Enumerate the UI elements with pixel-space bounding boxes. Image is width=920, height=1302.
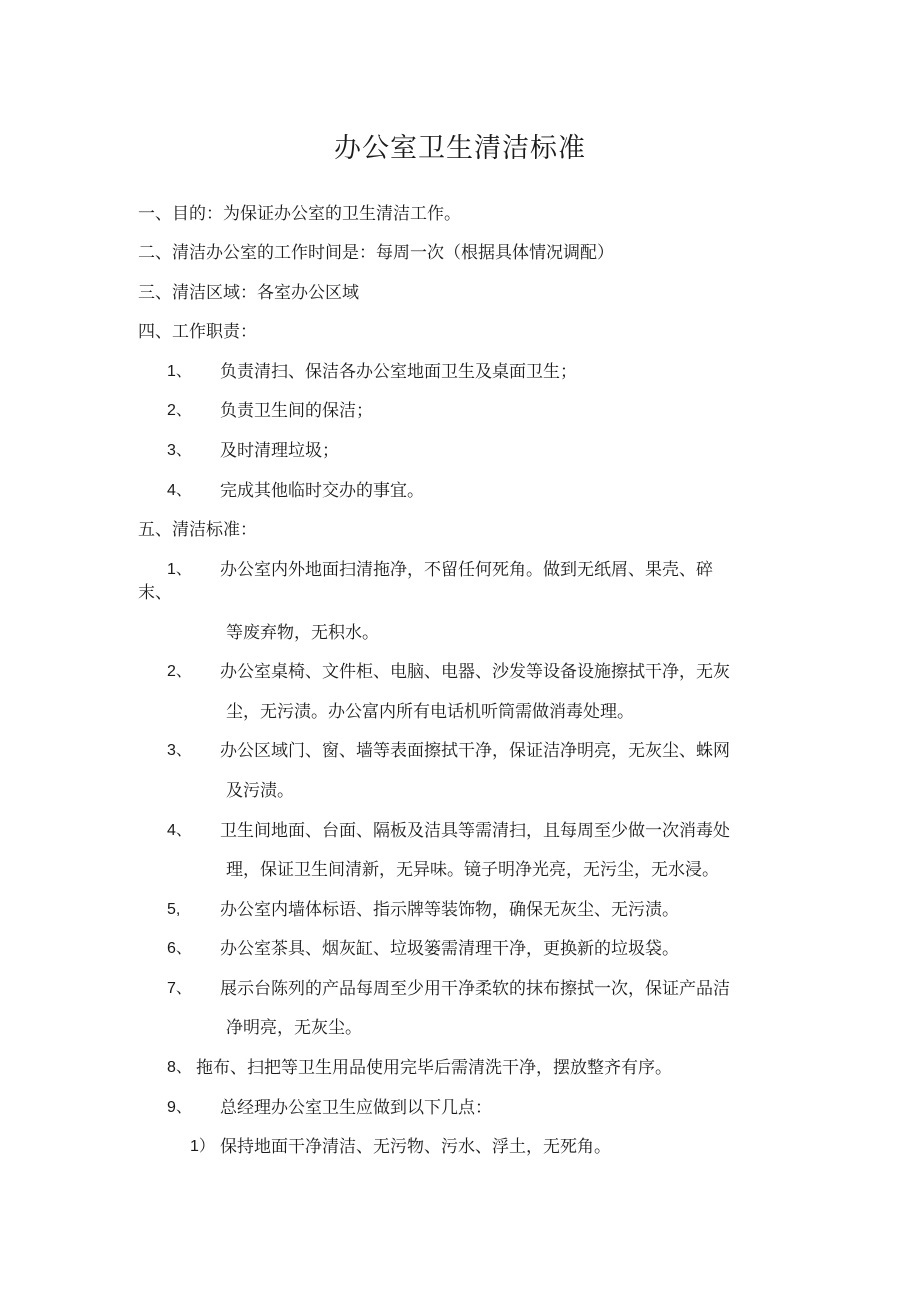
section-schedule: 二、清洁办公室的工作时间是：每周一次（根据具体情况调配） bbox=[138, 243, 614, 263]
section-purpose: 一、目的：为保证办公室的卫生清洁工作。 bbox=[138, 204, 461, 224]
duty-item-text: 负责卫生间的保洁； bbox=[220, 401, 373, 421]
standard-item-text: 拖布、扫把等卫生用品使用完毕后需清洗干净，摆放整齐有序。 bbox=[196, 1058, 672, 1078]
standard-item-continuation: 等废弃物，无积水。 bbox=[226, 623, 379, 643]
standard-item-number: 6、 bbox=[167, 940, 192, 957]
standard-item-continuation: 及污渍。 bbox=[226, 781, 294, 801]
standard-item-number: 7、 bbox=[167, 980, 192, 997]
duty-item-number: 1、 bbox=[167, 363, 192, 380]
standard-item-text: 总经理办公室卫生应做到以下几点： bbox=[220, 1098, 492, 1118]
section-duties-heading: 四、工作职责： bbox=[138, 322, 257, 342]
sub-item-number: 1） bbox=[190, 1138, 215, 1155]
standard-item-number: 4、 bbox=[167, 822, 192, 839]
section-area: 三、清洁区域：各室办公区域 bbox=[138, 283, 359, 303]
duty-item-number: 4、 bbox=[167, 482, 192, 499]
duty-item-number: 3、 bbox=[167, 442, 192, 459]
duty-item-number: 2、 bbox=[167, 402, 192, 419]
standard-item-continuation: 净明亮，无灰尘。 bbox=[226, 1018, 362, 1038]
duty-item-text: 负责清扫、保洁各办公室地面卫生及桌面卫生； bbox=[220, 362, 577, 382]
standard-item-number: 1、 bbox=[167, 561, 192, 578]
standard-item-number: 3、 bbox=[167, 742, 192, 759]
standard-item-text: 办公室内外地面扫清拖净，不留任何死角。做到无纸屑、果壳、碎 bbox=[220, 560, 713, 580]
standard-item-number: 9、 bbox=[167, 1099, 192, 1116]
standard-item-text: 办公室内墙体标语、指示牌等装饰物，确保无灰尘、无污渍。 bbox=[220, 900, 679, 920]
standard-item-text: 展示台陈列的产品每周至少用干净柔软的抹布擦拭一次，保证产品洁 bbox=[220, 979, 730, 999]
standard-item-continuation: 理，保证卫生间清新，无异味。镜子明净光亮，无污尘，无水浸。 bbox=[226, 860, 719, 880]
standard-item-text: 办公室桌椅、文件柜、电脑、电器、沙发等设备设施擦拭干净，无灰 bbox=[220, 662, 730, 682]
section-standards-heading: 五、清洁标准： bbox=[138, 520, 257, 540]
sub-item-text: 保持地面干净清洁、无污物、污水、浮土，无死角。 bbox=[220, 1137, 611, 1157]
duty-item-text: 完成其他临时交办的事宜。 bbox=[220, 481, 424, 501]
standard-item-continuation: 尘，无污渍。办公富内所有电话机听筒需做消毒处理。 bbox=[226, 702, 634, 722]
standard-item-text: 卫生间地面、台面、隔板及洁具等需清扫，且每周至少做一次消毒处 bbox=[220, 821, 730, 841]
standard-item-text: 办公室茶具、烟灰缸、垃圾篓需清理干净，更换新的垃圾袋。 bbox=[220, 939, 679, 959]
standard-item-number: 5, bbox=[167, 901, 181, 918]
standard-item-wrap: 末、 bbox=[138, 583, 172, 603]
document-title: 办公室卫生清洁标准 bbox=[334, 133, 586, 164]
standard-item-number: 8、 bbox=[167, 1059, 192, 1076]
standard-item-text: 办公区域门、窗、墙等表面擦拭干净，保证洁净明亮，无灰尘、蛛网 bbox=[220, 741, 730, 761]
duty-item-text: 及时清理垃圾； bbox=[220, 441, 339, 461]
standard-item-number: 2、 bbox=[167, 663, 192, 680]
